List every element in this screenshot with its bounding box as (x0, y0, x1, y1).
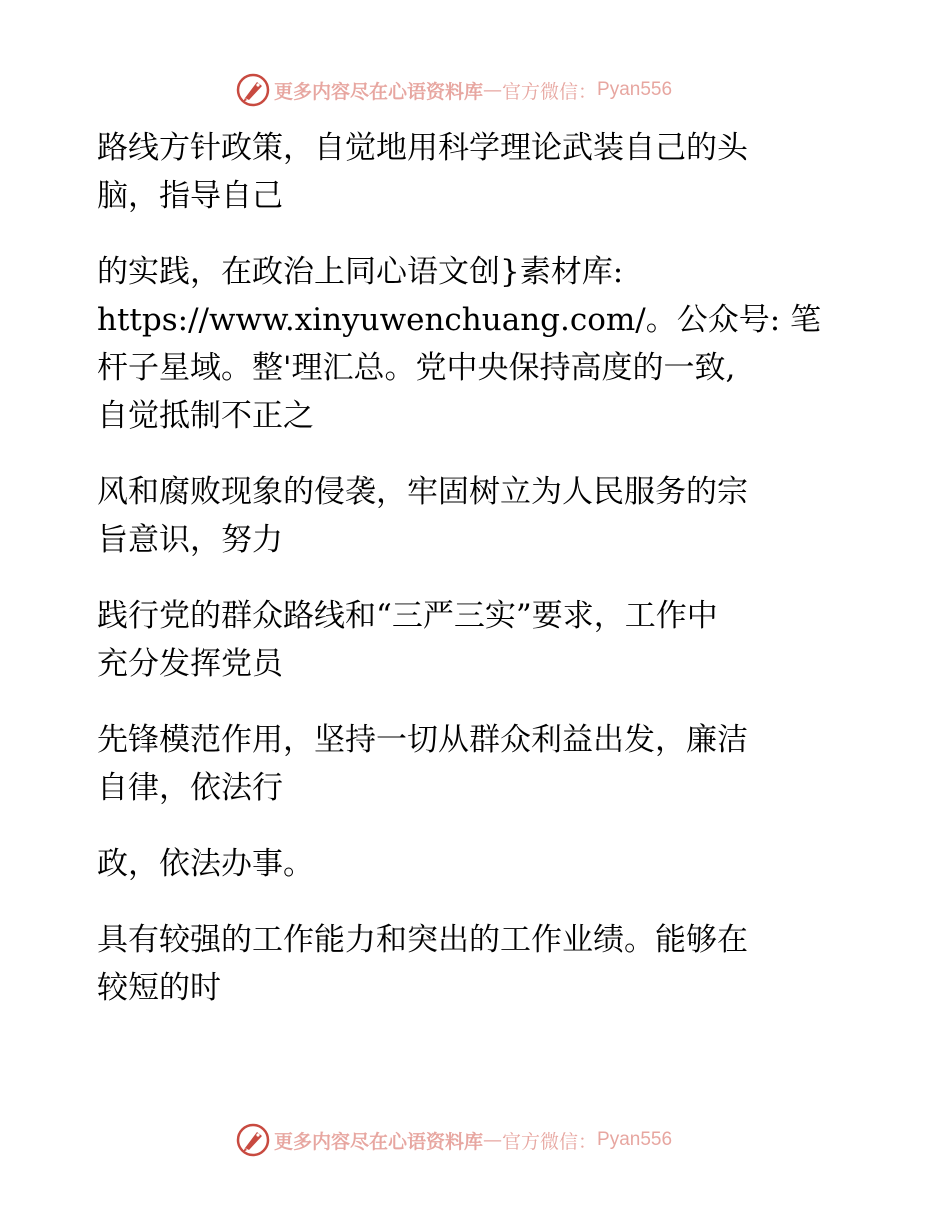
text-line: https://www.xinyuwenchuang.com/。公众号: 笔 (97, 302, 822, 338)
footer-watermark (236, 1122, 672, 1158)
text-line: 较短的时 (97, 970, 221, 1006)
text-line: 充分发挥党员 (97, 646, 283, 682)
text-line: 自律，依法行 (97, 770, 283, 806)
paragraph (97, 592, 837, 688)
paragraph (97, 248, 837, 440)
pen-nib-logo-icon (236, 1123, 270, 1157)
text-line: 具有较强的工作能力和突出的工作业绩。能够在 (97, 922, 748, 958)
watermark-dash: — (483, 1129, 503, 1151)
watermark-dash: — (483, 79, 503, 101)
header-watermark (236, 72, 672, 108)
text-line: 路线方针政策，自觉地用科学理论武装自己的头 (97, 130, 748, 166)
watermark-id-text: Pyan556 (597, 79, 673, 100)
paragraph (97, 840, 837, 888)
watermark-main-text: 更多内容尽在心语资料库 (274, 80, 484, 103)
watermark-main-text: 更多内容尽在心语资料库 (274, 1130, 484, 1153)
paragraph (97, 916, 837, 1012)
text-line: 杆子星域。整'理汇总。党中央保持高度的一致, (97, 350, 736, 386)
paragraph (97, 468, 837, 564)
text-line: 脑，指导自己 (97, 178, 283, 214)
text-line: 旨意识，努力 (97, 522, 283, 558)
paragraph (97, 124, 837, 220)
pen-nib-logo-icon (236, 73, 270, 107)
text-line: 政，依法办事。 (97, 846, 314, 882)
text-line: 的实践，在政治上同心语文创}素材库: (97, 254, 624, 290)
watermark-id-text: Pyan556 (597, 1129, 673, 1150)
paragraph (97, 716, 837, 812)
text-line: 自觉抵制不正之 (97, 398, 314, 434)
document-body (97, 124, 837, 1040)
watermark-sub-text: 官方微信： (502, 1130, 598, 1153)
text-line: 风和腐败现象的侵袭，牢固树立为人民服务的宗 (97, 474, 748, 510)
text-line: 先锋模范作用，坚持一切从群众利益出发，廉洁 (97, 722, 748, 758)
text-line: 践行党的群众路线和“三严三实”要求，工作中 (97, 598, 718, 634)
watermark-sub-text: 官方微信： (502, 80, 598, 103)
